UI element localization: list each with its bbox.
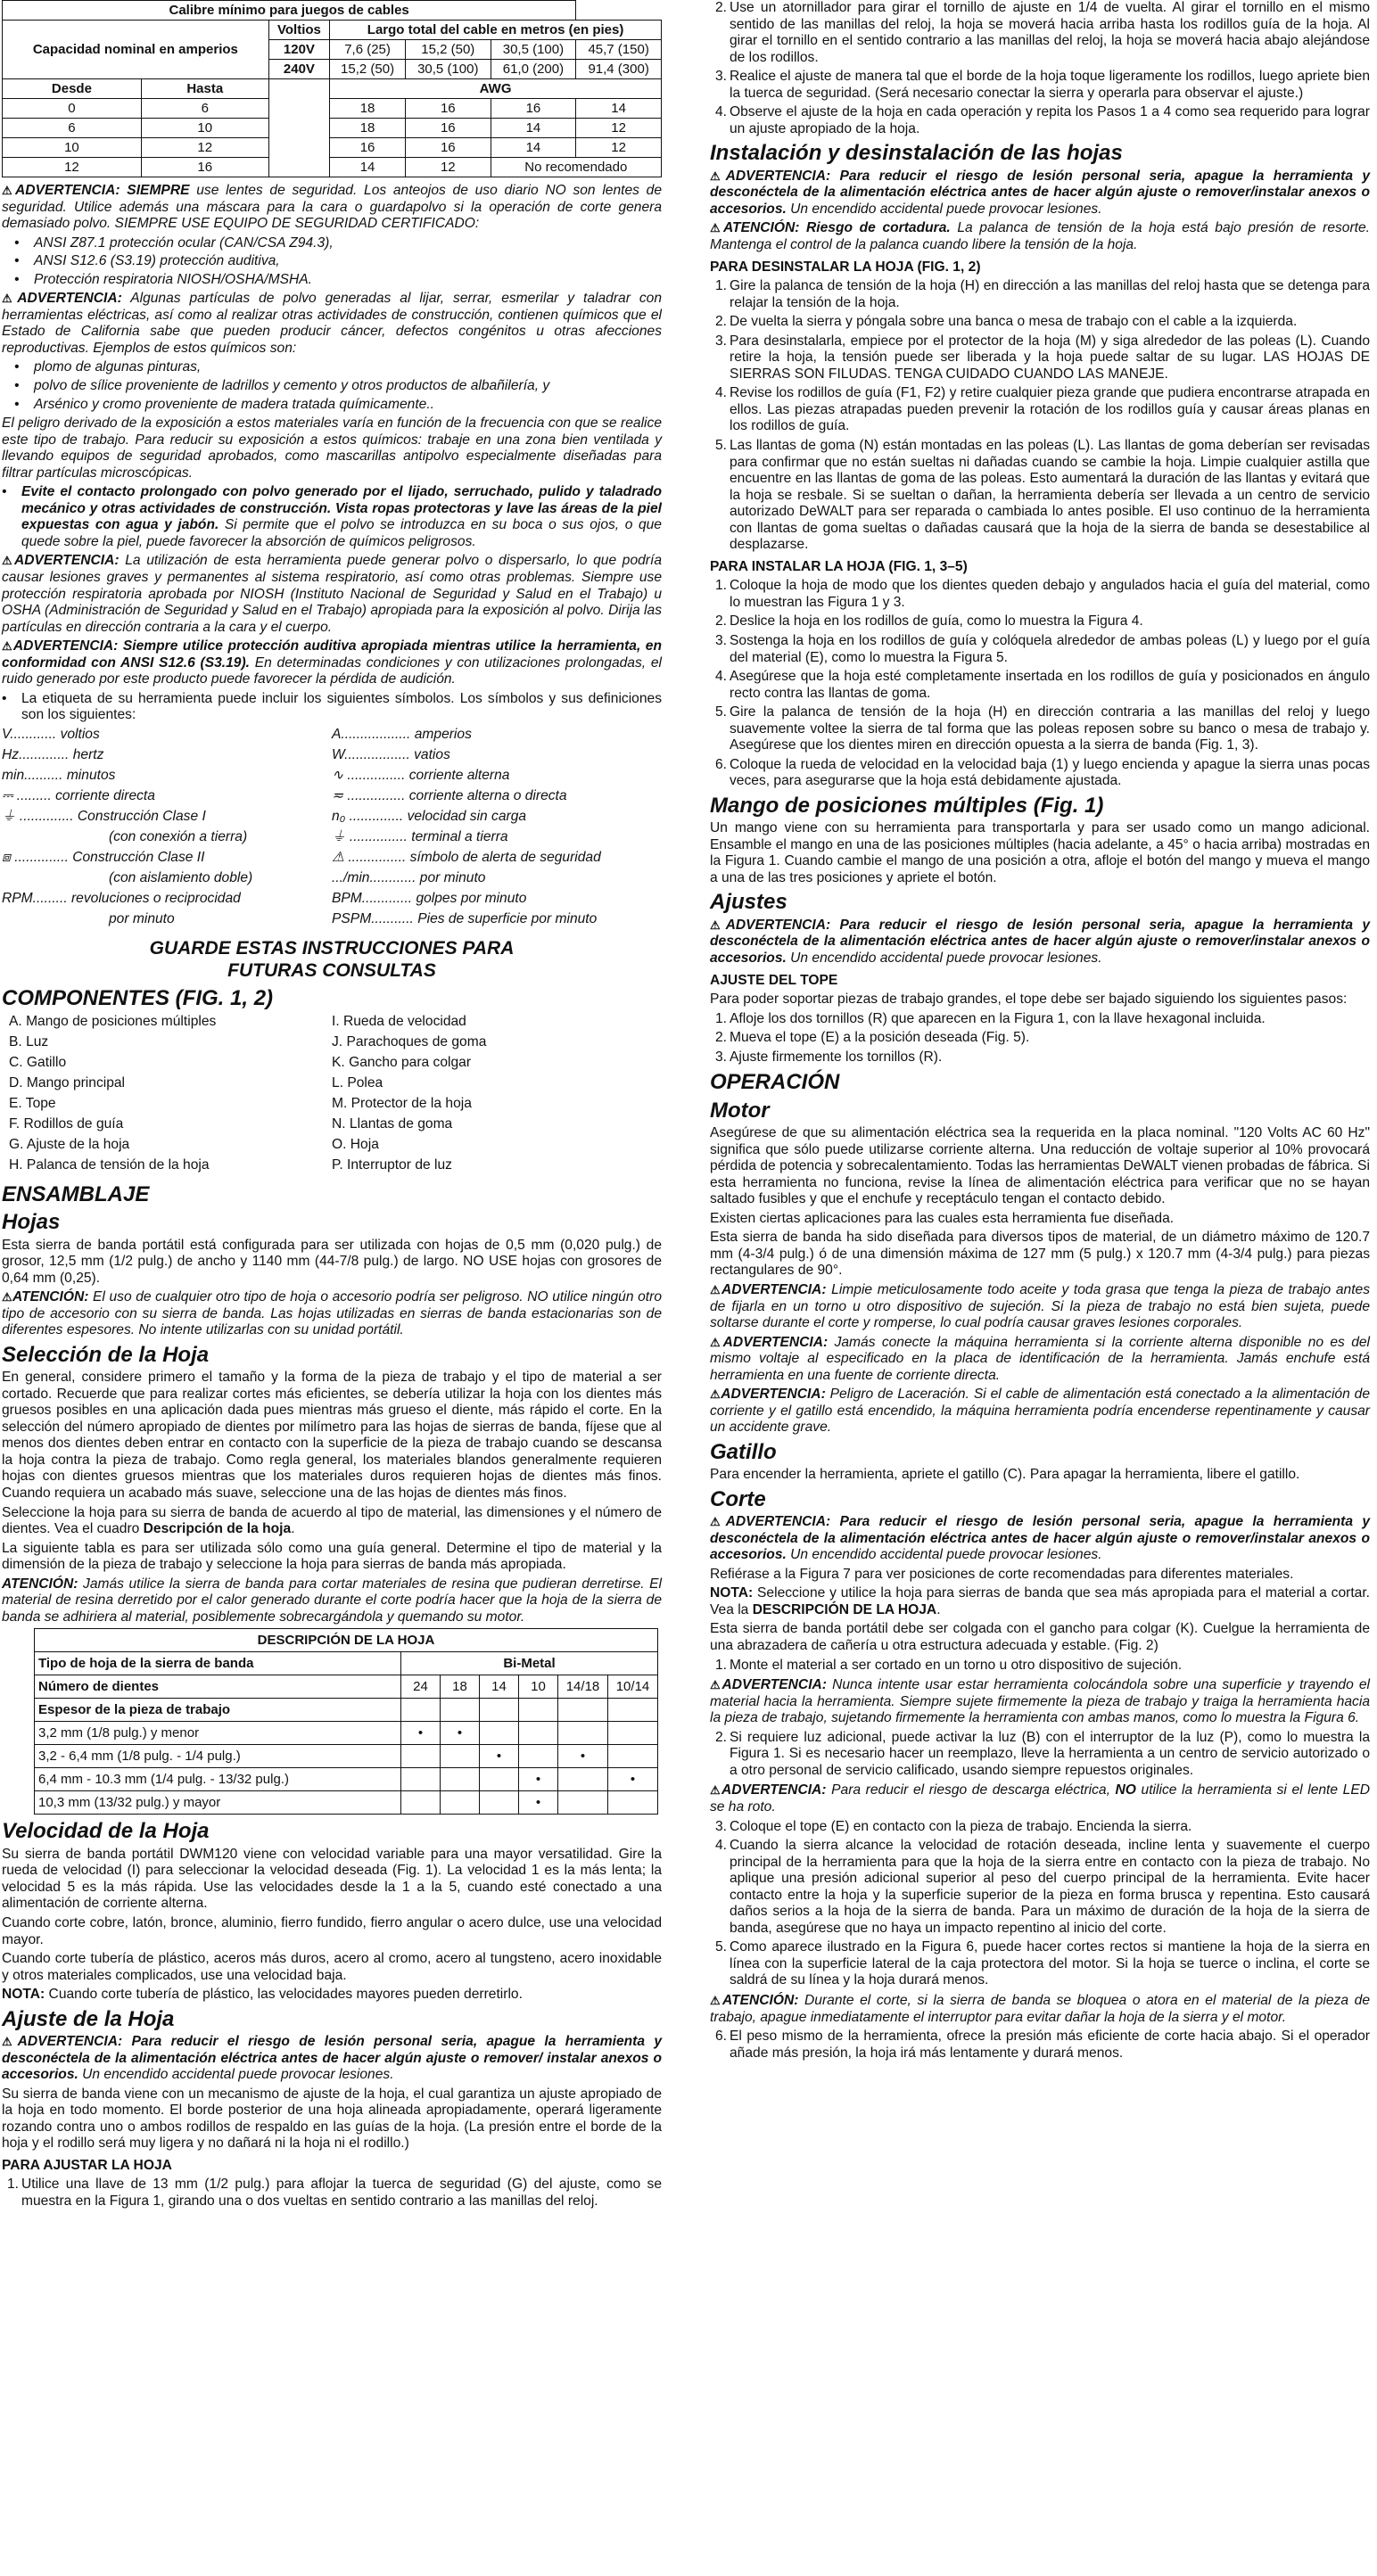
cell: 10 xyxy=(141,119,268,138)
cell: 18 xyxy=(330,119,406,138)
volts-240: 240V xyxy=(268,60,329,79)
symbol-row: (con aislamiento doble) xyxy=(109,869,253,885)
length-cell: 15,2 (50) xyxy=(405,40,491,60)
warning-text: Algunas partículas de polvo generadas al lijar, serrar, esmerilar y taladrar con herramientas eléctricas, así como al realizar otras actividades de construcción, contienen químicos que el Estado de California sabe que pueden producir cáncer, defectos congénitos u otras afecciones reproductivas. Ejemplos de estos químicos son: xyxy=(2,291,662,356)
table-row: 3,2 - 6,4 mm (1/8 pulg. - 1/4 pulg.) • • xyxy=(35,1745,658,1768)
cell: 16 xyxy=(491,99,576,119)
symbol-row: ⏚ ............... terminal a tierra xyxy=(332,828,508,844)
component-item: K. Gancho para colgar xyxy=(332,1054,472,1070)
speed-paragraph-3: Cuando corte tubería de plástico, aceros más duros, acero al cromo, acero al tungsteno, acero inoxidable y otros materiales complicados, use una velocidad baja. xyxy=(2,1951,662,1983)
list-item: • plomo de algunas pinturas, xyxy=(14,359,662,376)
table-row: 3,2 mm (1/8 pulg.) y menor • • xyxy=(35,1722,658,1745)
adjust-steps xyxy=(2,2177,662,2210)
speed-paragraph-2: Cuando corte cobre, latón, bronce, aluminio, fierro fundido, fierro angular o acero dulce, use una velocidad mayor. xyxy=(2,1914,662,1947)
cutting-steps xyxy=(710,1658,1370,1675)
table-row xyxy=(3,158,662,177)
teeth-cell: 14 xyxy=(480,1675,519,1699)
cell: 12 xyxy=(3,158,142,177)
cable-gauge-table xyxy=(2,0,662,177)
symbols-intro xyxy=(2,691,662,724)
thickness-label: 3,2 mm (1/8 pulg.) y menor xyxy=(35,1722,401,1745)
alert-icon: ⚠ xyxy=(710,169,726,183)
list-item: 1. Afloje los dos tornillos (R) que aparecen en la Figura 1, con la llave hexagonal incluida. xyxy=(715,1010,1266,1026)
adjust-blade-subheading: PARA AJUSTAR LA HOJA xyxy=(2,2157,172,2173)
cell: 12 xyxy=(405,158,491,177)
cutting-paragraph: Refiérase a la Figura 7 para ver posiciones de corte recomendadas para diferentes materiales. xyxy=(710,1566,1294,1582)
save-instructions-title xyxy=(2,937,662,982)
cutting-warning: ⚠ADVERTENCIA: Para reducir el riesgo de lesión personal seria, apague la herramienta y desconéctela de la alimentación eléctrica antes de hacer algún ajuste o remover/instalar anexos o accesorios. Un encendido accidental puede provocar lesiones. xyxy=(710,1514,1370,1563)
dust-contact-list xyxy=(2,484,662,550)
cutting-warning-3: ⚠ADVERTENCIA: Para reducir el riesgo de descarga eléctrica, NO utilice la herramienta si el lente LED se ha roto. xyxy=(710,1782,1371,1815)
component-item: O. Hoja xyxy=(332,1136,379,1152)
cell: 16 xyxy=(330,138,406,158)
component-item: F. Rodillos de guía xyxy=(9,1115,124,1132)
cell: 18 xyxy=(330,99,406,119)
table-row: 6,4 mm - 10.3 mm (1/4 pulg. - 13/32 pulg.) • • xyxy=(35,1768,658,1791)
warning-text: La utilización de esta herramienta puede generar polvo o dispersarlo, lo que podría causar lesiones graves y permanentes al sistema respiratorio, así como otras problemas. Siempre use protección respiratoria aprobada por NIOSH (Instituto Nacional de Seguridad y Salud en el Trabajo) u OSHA (Administración de Seguridad y Salud en el Trabajo) apropiada para la exposición al polvo. Dirija las partículas en dirección contraria a la cara y el cuerpo. xyxy=(2,553,662,635)
length-cell: 7,6 (25) xyxy=(330,40,406,60)
warning-lead: ADVERTENCIA: Para reducir el riesgo de lesión personal seria, apague la herramienta y desconéctela de la alimentación eléctrica antes de hacer algún ajuste o remover/instalar anexos o accesorios. xyxy=(710,168,1370,217)
symbol-row: n₀ .............. velocidad sin carga xyxy=(332,808,527,824)
symbol-row: .../min............ por minuto xyxy=(332,869,486,885)
shoe-steps xyxy=(710,1011,1370,1066)
list-item: 2. Mueva el tope (E) a la posición deseada (Fig. 5). xyxy=(715,1030,1030,1046)
selection-paragraph-3: La siguiente tabla es para ser utilizada sólo como una guía general. Determine el tipo de material y la dimensión de la pieza de trabajo y seleccione la hoja para sierras de banda más apropiada. xyxy=(2,1540,662,1573)
caution-text: Jamás utilice la sierra de banda para cortar materiales de resina que pudieran derretirse. El material de resina derretido por el calor generado durante el corte podría hacer que la hoja de la sierra de banda se adhiriera al material, posiblemente sobrecargándola y quemando su motor. xyxy=(2,1576,662,1625)
title-line: GUARDE ESTAS INSTRUCCIONES PARA xyxy=(149,937,515,959)
cutting-steps-4 xyxy=(710,2029,1370,2062)
warning-text: En determinadas condiciones y con utilizaciones prolongadas, el ruido generado por este producto puede favorecer la pérdida de audición. xyxy=(2,654,662,687)
alert-icon: ⚠ xyxy=(710,918,726,932)
cell: 6 xyxy=(3,119,142,138)
remove-steps xyxy=(710,278,1370,554)
shoe-adjust-subheading: AJUSTE DEL TOPE xyxy=(710,972,838,988)
alert-icon: ⚠ xyxy=(2,292,18,306)
component-item: G. Ajuste de la hoja xyxy=(9,1136,130,1152)
warning-text: use lentes de seguridad. Los anteojos de uso diario NO son lentes de seguridad. Utilice además una máscara para la cara o guardapolvo si la operación de corte genera demasiado polvo. SIEMPRE USE EQUIPO DE SEGURIDAD CERTIFICADO: xyxy=(2,183,662,232)
caution-text: El uso de cualquier otro tipo de hoja o accesorio podría ser peligroso. NO utilice ningún otro tipo de accesorio con su sierra de banda. Las hojas utilizadas en sierras de banda estacionarias son de diferentes espesores. No intente utilizarlas con su unidad portátil. xyxy=(2,1289,663,1338)
motor-paragraph-3: Esta sierra de banda ha sido diseñada para diversos tipos de material, de un diámetro máximo de 120.7 mm (4-3/4 pulg.) ó de una dimensión máxima de 127 mm (5 pulg.) x 120.7 mm (4-3/4 pulg.) para piezas rectangulares de 90°. xyxy=(710,1230,1370,1279)
symbol-row: ⚠ ............... símbolo de alerta de seguridad xyxy=(332,849,601,865)
symbol-row: ⎓ ......... corriente directa xyxy=(2,787,155,803)
symbol-row: PSPM........... Pies de superficie por minuto xyxy=(332,910,598,926)
motor-heading: Motor xyxy=(710,1098,770,1123)
awg-header: AWG xyxy=(330,79,662,99)
warning-text: Un encendido accidental puede provocar lesiones. xyxy=(78,2067,394,2083)
length-header: Largo total del cable en metros (en pies) xyxy=(330,21,662,40)
blank-cell xyxy=(268,79,329,177)
alert-icon: ⚠ xyxy=(710,1387,721,1402)
component-item: N. Llantas de goma xyxy=(332,1115,453,1132)
table-row xyxy=(3,119,662,138)
teeth-cell: 18 xyxy=(441,1675,480,1699)
speed-paragraph: Su sierra de banda portátil DWM120 viene con velocidad variable para una mayor versatilidad. Gire la rueda de velocidad (I) para seleccionar la velocidad deseada (Fig. 1). La velocidad 1 es la más lenta; la velocidad 5 es la más rápida. Use las velocidades desde la 1 a la 5, cuando esté conectado a una alimentación de corriente alterna. xyxy=(2,1846,662,1912)
thickness-label: 6,4 mm - 10.3 mm (1/4 pulg. - 13/32 pulg.) xyxy=(35,1768,401,1791)
alert-icon: ⚠ xyxy=(2,554,14,568)
alert-icon: ⚠ xyxy=(710,1282,721,1296)
blade-table-title: DESCRIPCIÓN DE LA HOJA xyxy=(35,1629,658,1652)
list-item: 2. Si requiere luz adicional, puede activar la luz (B) con el interruptor de la luz (P), como lo muestra la Figura 1. Si es necesario hacer un reemplazo, lleve la herramienta a un centro de servicio autorizado o a otro personal de servicio calificado, usando siempre repuestos originales. xyxy=(715,1729,1370,1778)
list-item: 4. Observe el ajuste de la hoja en cada operación y repita los Pasos 1 a 4 como sea requerido para lograr un ajuste apropiado de la hoja. xyxy=(715,104,1370,136)
symbol-row: (con conexión a tierra) xyxy=(109,828,248,844)
symbol-row: min.......... minutos xyxy=(2,767,116,783)
component-item: J. Parachoques de goma xyxy=(332,1033,487,1049)
desde-header: Desde xyxy=(3,79,142,99)
adjustments-warning xyxy=(710,918,1370,967)
blade-description-table xyxy=(34,1628,658,1815)
teeth-cell: 24 xyxy=(401,1675,441,1699)
blade-speed-heading: Velocidad de la Hoja xyxy=(2,1819,210,1844)
text: Si permite que el polvo se introduzca en su boca o sus ojos, o que quede sobre la piel, puede favorecer la absorción de químicos peligrosos. xyxy=(21,517,662,549)
install-caution xyxy=(710,220,1370,253)
cell: No recomendado xyxy=(491,158,661,177)
cell: 12 xyxy=(576,119,662,138)
bimetal-header: Bi-Metal xyxy=(401,1652,658,1675)
left-column xyxy=(2,0,662,2214)
alert-icon: ⚠ xyxy=(2,2035,18,2049)
caution-lead: ATENCIÓN: xyxy=(2,1576,78,1592)
symbol-row: A.................. amperios xyxy=(332,726,472,742)
alert-icon: ⚠ xyxy=(710,1515,726,1529)
teeth-cell: 10 xyxy=(519,1675,558,1699)
trigger-heading: Gatillo xyxy=(710,1439,777,1464)
blade-selection-heading: Selección de la Hoja xyxy=(2,1342,210,1367)
safety-equipment-list xyxy=(14,235,662,289)
teeth-cell: 10/14 xyxy=(608,1675,658,1699)
warning-chemicals xyxy=(2,291,662,357)
alert-icon: ⚠ xyxy=(710,221,723,235)
warning-lead: ADVERTENCIA: Siempre utilice protección auditiva apropiada mientras utilice la herramienta, en conformidad con ANSI S12.6 (S3.19). xyxy=(2,638,662,671)
cutting-paragraph-2: Esta sierra de banda portátil debe ser colgada con el gancho para colgar (K). Cuelgue la herramienta de una abrazadera de cañería u otra estructura adecuada y estable. (Fig. 2) xyxy=(710,1621,1370,1654)
remove-blade-subheading: PARA DESINSTALAR LA HOJA (FIG. 1, 2) xyxy=(710,259,981,275)
component-item: L. Polea xyxy=(332,1074,383,1090)
warning-lead: ADVERTENCIA: SIEMPRE xyxy=(15,183,190,198)
component-item: I. Rueda de velocidad xyxy=(332,1013,466,1029)
symbol-row: W................. vatios xyxy=(332,746,450,762)
length-cell: 30,5 (100) xyxy=(491,40,576,60)
cutting-heading: Corte xyxy=(710,1486,766,1511)
cell: 12 xyxy=(141,138,268,158)
title-line: FUTURAS CONSULTAS xyxy=(227,960,436,982)
table-row xyxy=(3,138,662,158)
symbol-row: BPM............. golpes por minuto xyxy=(332,890,527,906)
blades-paragraph: Esta sierra de banda portátil está configurada para ser utilizada con hojas de 0,5 mm (0,020 pulg.) de grosor, 12,5 mm (1/2 pulg.) de ancho y 1140 mm (44-7/8 pulg.) de largo. NO USE hojas con grosores de 0,64 mm (0,25). xyxy=(2,1237,662,1286)
list-item: 5. Como aparece ilustrado en la Figura 6, puede hacer cortes rectos si mantiene la hoja de la sierra en línea con la superficie lateral de la caja protectora del motor. Si la hoja se tuerce o inclina, el corte se saldrá de su línea y la hoja durará menos. xyxy=(715,1939,1370,1988)
list-item: 3. Sostenga la hoja en los rodillos de guía y colóquela alrededor de ambas poleas (L) y luego por el guía del material (E), como lo muestra la Figura 5. xyxy=(715,632,1370,665)
adjustment-paragraph: Su sierra de banda viene con un mecanismo de ajuste de la hoja, el cual garantiza un ajuste apropiado de la hoja en todo momento. El borde posterior de una hoja alineada apropiadamente, operará ligeramente rozando contra uno o ambos rodillos de respaldo en las guías de la hoja. (La presión entre el borde de la hoja y el rodillo será muy ligera y no dañará ni la hoja ni el rodillo.) xyxy=(2,2086,662,2152)
capacity-header: Capacidad nominal en amperios xyxy=(3,21,269,79)
cutting-steps-3 xyxy=(710,1819,1370,1989)
list-item: 1. Gire la palanca de tensión de la hoja (H) en dirección a las manillas del reloj hasta que se detenga para relajar la tensión de la hoja. xyxy=(715,278,1370,310)
install-warning xyxy=(710,169,1370,218)
cell: 16 xyxy=(405,99,491,119)
install-blade-subheading: PARA INSTALAR LA HOJA (FIG. 1, 3–5) xyxy=(710,558,968,574)
cell: 12 xyxy=(576,138,662,158)
cell: 10 xyxy=(3,138,142,158)
component-item: A. Mango de posiciones múltiples xyxy=(9,1013,217,1029)
symbol-row: ⧈ .............. Construcción Clase II xyxy=(2,849,205,865)
cell: 16 xyxy=(405,119,491,138)
motor-paragraph: Asegúrese de que su alimentación eléctrica sea la requerida en la placa nominal. "120 Volts AC 60 Hz" significa que sólo puede utilizarse corriente alterna. Una reducción de voltaje superior al 10% provocará pérdida de potencia y sobrecalentamiento. Todas las herramientas DeWALT vienen probadas de fábrica. Si esta herramienta no funciona, revise la línea de alimentación eléctrica para verificar que no se hayan saltado fusibles y que el enchufe y receptáculo tengan el contacto debido. xyxy=(710,1125,1370,1207)
install-steps xyxy=(710,578,1370,790)
warning-lead: ADVERTENCIA: Para reducir el riesgo de lesión personal seria, apague la herramienta y desconéctela de la alimentación eléctrica antes de hacer algún ajuste o remover/ instalar anexos o accesorios. xyxy=(2,2034,662,2083)
list-item: • Arsénico y cromo proveniente de madera tratada químicamente.. xyxy=(14,397,662,414)
symbol-row: ∿ ............... corriente alterna xyxy=(332,767,510,783)
assembly-heading: ENSAMBLAJE xyxy=(2,1181,150,1206)
component-item: H. Palanca de tensión de la hoja xyxy=(9,1156,210,1173)
caution-lead: ATENCIÓN: xyxy=(12,1289,89,1305)
warning-safety-glasses xyxy=(2,183,662,233)
warning-lead: ADVERTENCIA: Para reducir el riesgo de lesión personal seria, apague la herramienta y desconéctela de la alimentación eléctrica antes de hacer algún ajuste o remover/instalar anexos o accesorios. xyxy=(710,917,1370,966)
motor-warning-1: ⚠ADVERTENCIA: Limpie meticulosamente todo aceite y toda grasa que tenga la pieza de trabajo antes de fijarla en un torno u otro dispositivo de sujeción. Si la pieza de trabajo no está bien sujeta, puede soltarse durante el corte y romperse, lo cual podría causar graves lesiones corporales. xyxy=(710,1281,1370,1331)
component-item: E. Tope xyxy=(9,1095,56,1111)
thickness-header: Espesor de la pieza de trabajo xyxy=(35,1699,401,1722)
alert-icon: ⚠ xyxy=(710,1678,722,1692)
components-list xyxy=(2,1014,662,1178)
alert-icon: ⚠ xyxy=(710,1993,722,2007)
list-item: 3. Ajuste firmemente los tornillos (R). xyxy=(715,1049,943,1065)
cell: 6 xyxy=(141,99,268,119)
symbol-row: RPM......... revoluciones o reciprocidad xyxy=(2,890,241,906)
cutting-steps-2 xyxy=(710,1730,1370,1780)
alert-icon: ⚠ xyxy=(2,1290,12,1304)
alert-icon: ⚠ xyxy=(710,1335,723,1349)
thickness-label: 3,2 - 6,4 mm (1/8 pulg. - 1/4 pulg.) xyxy=(35,1745,401,1768)
list-item xyxy=(2,484,662,550)
cell: 14 xyxy=(576,99,662,119)
adjustment-warning xyxy=(2,2034,662,2084)
handle-paragraph: Un mango viene con su herramienta para transportarla y para ser usado como un mango adicional. Ensamble el mango en una de las posiciones múltiples (hacia adelante, a 45° o hacia arriba) mostradas en la Figura 1. Cuando cambie el mango de una posición a otra, afloje el botón del mango y mueva el mango a una de las tres posiciones y apriete el botón. xyxy=(710,820,1370,885)
symbol-row: por minuto xyxy=(109,910,175,926)
exposure-paragraph: El peligro derivado de la exposición a estos materiales varía en función de la frecuencia con que se realice este tipo de trabajo. Para reducir su exposición a estos químicos: trabaje en una zona bien ventilada y llevando equipos de seguridad aprobados, como mascarillas antipolvo especialmente diseñadas para filtrar partículas microscópicas. xyxy=(2,416,662,481)
bold-text: Evite el contacto prolongado con polvo generado por el lijado, serruchado, pulido y taladrado mecánico y otras actividades de construcción. Vista ropas protectoras y lave las áreas de la piel expuestas con agua y jabón. xyxy=(21,484,662,533)
list-item: 2. Use un atornillador para girar el tornillo de ajuste en 1/4 de vuelta. Al girar el tornillo en el mismo sentido de las manillas del reloj, la hoja se moverá hacia arriba hasta los rodillos guía de la hoja. Al girar el tornillo en el sentido contrario a las manillas del reloj, la hoja se moverá hacia abajo alejándose de los rodillos. xyxy=(715,0,1370,65)
list-item: 3. Para desinstalarla, empiece por el protector de la hoja (M) y siga alrededor de las poleas (L). Cuando retire la hoja, la tensión puede ser liberada y la hoja puede saltar de su lugar. LAS HOJAS DE SIERRAS SON FILUDAS. TENGA CUIDADO CUANDO LAS MANEJE. xyxy=(715,333,1370,382)
selection-paragraph: En general, considere primero el tamaño y la forma de la pieza de trabajo y el tipo de material a ser cortado. Recuerde que para realizar cortes más eficientes, se debería utilizar la hoja con los dientes más gruesos posibles en una aplicación dada pues mientras más grueso el diente, más rápido el corte. En la selección del número apropiado de dientes por milímetro para las hojas de sierras de banda, fíjese que al menos dos dientes deben entrar en contacto con la superficie de la pieza de trabajo cuando se descansa la hoja contra la pieza de trabajo. Como regla general, los materiales blandos generalmente requieren hojas con dientes gruesos mientras que los materiales duros requieren hojas de dientes más finos. Cuando requiera un acabado más suave, seleccione una de las hojas de dientes más finos. xyxy=(2,1370,662,1501)
table-row: 10,3 mm (13/32 pulg.) y mayor • xyxy=(35,1791,658,1815)
list-item: 5. Las llantas de goma (N) están montadas en las poleas (L). Las llantas de goma deberían ser revisadas para confirmar que no están sueltas ni dañadas cuando se cambie la hoja. Limpie cualquier astilla que encuentre en las llantas de goma de las poleas. Esto aumentará la duración de las llantas y evitará que la hoja se resbale. Si se sueltan o dañan, la herramienta debería ser llevada a un centro de servicio autorizado DeWALT para ser reparada o cambiada lo antes posible. El uso continuo de la herramienta con llantas de goma sueltas o dañadas causará que la hoja de la sierra de banda se desestabilice al desplazarse. xyxy=(715,437,1370,553)
alert-icon: ⚠ xyxy=(710,1783,721,1798)
list-item: 3. Realice el ajuste de manera tal que el borde de la hoja toque ligeramente los rodillos, luego apriete bien la tuerca de seguridad. (Será necesario conectar la sierra y operarla para observar el ajuste.) xyxy=(715,69,1370,101)
caution-lead: ATENCIÓN: Riesgo de cortadura. xyxy=(722,220,951,236)
length-cell: 45,7 (150) xyxy=(576,40,662,60)
list-item: • Protección respiratoria NIOSH/OSHA/MSHA. xyxy=(14,272,662,289)
adjust-steps-continued xyxy=(710,0,1370,137)
list-item: 1. Coloque la hoja de modo que los dientes queden debajo y angulados hacia el guía del material, como lo muestran las Figura 1 y 3. xyxy=(715,578,1370,610)
volts-header: Voltios xyxy=(268,21,329,40)
list-item: 2. De vuelta la sierra y póngala sobre una banca o mesa de trabajo con el cable a la izquierda. xyxy=(715,314,1298,330)
blade-adjustment-heading: Ajuste de la Hoja xyxy=(2,2006,175,2031)
cell: 14 xyxy=(330,158,406,177)
list-item: • polvo de sílice proveniente de ladrillos y cemento y otros productos de albañilería, y xyxy=(14,378,662,395)
list-item: 4. Cuando la sierra alcance la velocidad de rotación deseada, incline lenta y suavemente el cuerpo principal de la herramienta para que la hoja de la sierra entre en contacto con la pieza de trabajo. No aplique una presión adicional superior al peso del cuerpo principal de la herramienta. Evite hacer contacto entre la hoja y la superficie superior de la pieza en forma brusca y repentina. Esto causará daños serios a la hoja de la sierra de banda. Para un máximo de duración de la hoja de la sierra de banda, asegúrese que no haya un impacto repentino al inicio del corte. xyxy=(715,1838,1370,1936)
list-item: 2. Deslice la hoja en los rodillos de guía, como lo muestra la Figura 4. xyxy=(715,613,1143,630)
warning-lead: ADVERTENCIA: xyxy=(13,553,120,569)
shoe-paragraph: Para poder soportar piezas de trabajo grandes, el tope debe ser bajado siguiendo los siguientes pasos: xyxy=(710,992,1348,1008)
components-heading: COMPONENTES (FIG. 1, 2) xyxy=(2,986,274,1011)
alert-icon: ⚠ xyxy=(2,639,13,654)
install-remove-heading: Instalación y desinstalación de las hojas xyxy=(710,141,1123,166)
motor-paragraph-2: Existen ciertas aplicaciones para las cuales esta herramienta fue diseñada. xyxy=(710,1210,1175,1226)
list-item: • ANSI Z87.1 protección ocular (CAN/CSA Z94.3), xyxy=(14,235,662,252)
warning-text: Un encendido accidental puede provocar lesiones. xyxy=(786,201,1102,217)
list-item: 6. Coloque la rueda de velocidad en la velocidad baja (1) y luego encienda y apague la sierra unas pocas veces, para asegurarse que la hoja está debidamente ajustada. xyxy=(715,756,1370,789)
list-item: 1. Monte el material a ser cortado en un torno u otro dispositivo de sujeción. xyxy=(715,1657,1183,1673)
length-cell: 15,2 (50) xyxy=(330,60,406,79)
symbol-row: V............ voltios xyxy=(2,726,100,742)
warning-hearing xyxy=(2,638,662,688)
chemicals-list xyxy=(14,359,662,413)
cell: 16 xyxy=(141,158,268,177)
motor-warning-3: ⚠ADVERTENCIA: Peligro de Laceración. Si el cable de alimentación está conectado a la alimentación de corriente y el gatillo está encendido, la máquina herramienta podría encenderse repentinamente y causar un accidente grave. xyxy=(710,1387,1371,1436)
list-item: 5. Gire la palanca de tensión de la hoja (H) en dirección contraria a las manillas del reloj y luego suavemente voltee la sierra de tal forma que las poleas reposen sobre su banco o mesa de trabajo y. Asegúrese que los dientes miren en dirección opuesta a la sierra de banda (Fig. 1, 3). xyxy=(715,704,1370,753)
symbols-grid xyxy=(2,727,662,932)
cable-table-title: Calibre mínimo para juegos de cables xyxy=(3,1,576,21)
caution-text: La palanca de tensión de la hoja está bajo presión de resorte. Mantenga el control de la palanca cuando libere la tensión de la hoja. xyxy=(710,220,1370,252)
list-item: 1. Utilice una llave de 13 mm (1/2 pulg.) para aflojar la tuerca de seguridad (G) del ajuste, como se muestra en la Figura 1, girando una o dos vueltas en sentido contrario a las manillas del reloj. xyxy=(7,2177,662,2209)
volts-120: 120V xyxy=(268,40,329,60)
length-cell: 30,5 (100) xyxy=(405,60,491,79)
hasta-header: Hasta xyxy=(141,79,268,99)
list-item: 4. Asegúrese que la hoja esté completamente insertada en los rodillos de guía y posicionados en ángulo recto contra las llantas de goma. xyxy=(715,669,1370,701)
cutting-warning-2: ⚠ADVERTENCIA: Nunca intente usar estar herramienta colocándola sobre una superficie y trayendo el material hacia la herramienta. Siempre sujete firmemente la pieza de trabajo y traiga la herramienta hacia la pieza de trabajo, sujetando firmemente la herramienta con ambas manos, como lo muestra la Figura 6. xyxy=(710,1677,1370,1726)
blade-type-header: Tipo de hoja de la sierra de banda xyxy=(35,1652,401,1675)
cell: 0 xyxy=(3,99,142,119)
adjustments-heading: Ajustes xyxy=(710,890,787,915)
list-item: 6. El peso mismo de la herramienta, ofrece la presión más eficiente de corte hacia abajo. Si el operador añade más presión, la hoja irá más lentamente y durará menos. xyxy=(715,2029,1370,2061)
motor-warning-2: ⚠ADVERTENCIA: Jamás conecte la máquina herramienta si la corriente alterna disponible no es del mismo voltaje al especificado en la placa de identificación de la herramienta. Jamás enchufe está herramienta en una fuente de corriente directa. xyxy=(710,1334,1371,1383)
warning-respiratory xyxy=(2,553,662,636)
speed-note: NOTA: Cuando corte tubería de plástico, las velocidades mayores pueden derretirlo. xyxy=(2,1987,523,2003)
cell: 14 xyxy=(491,138,576,158)
component-item: B. Luz xyxy=(9,1033,49,1049)
cell: 14 xyxy=(491,119,576,138)
alert-icon: ⚠ xyxy=(2,184,16,197)
right-column xyxy=(710,0,1370,2065)
symbol-row: ≂ ............... corriente alterna o directa xyxy=(332,787,567,803)
cutting-caution: ⚠ATENCIÓN: Durante el corte, si la sierra de banda se bloquea o atora en el material de la pieza de trabajo, apague inmediatamente el interruptor para evitar dañar la hoja de la sierra y el motor. xyxy=(710,1992,1370,2025)
list-item: • La etiqueta de su herramienta puede incluir los siguientes símbolos. Los símbolos y sus definiciones son los siguientes: xyxy=(2,691,662,724)
thickness-label: 10,3 mm (13/32 pulg.) y mayor xyxy=(35,1791,401,1815)
trigger-paragraph: Para encender la herramienta, apriete el gatillo (C). Para apagar la herramienta, libere el gatillo. xyxy=(710,1467,1300,1483)
length-cell: 91,4 (300) xyxy=(576,60,662,79)
component-item: C. Gatillo xyxy=(9,1054,67,1070)
length-cell: 61,0 (200) xyxy=(491,60,576,79)
symbol-row: Hz............. hertz xyxy=(2,746,104,762)
selection-paragraph-2: Seleccione la hoja para su sierra de banda de acuerdo al tipo de material, las dimensiones y el número de dientes. Vea el cuadro Descripción de la hoja. xyxy=(2,1504,662,1537)
component-item: D. Mango principal xyxy=(9,1074,126,1090)
symbol-row: ⏚ .............. Construcción Clase I xyxy=(2,808,206,824)
teeth-cell: 14/18 xyxy=(558,1675,608,1699)
list-item: 3. Coloque el tope (E) en contacto con la pieza de trabajo. Encienda la sierra. xyxy=(715,1818,1192,1834)
operation-heading: OPERACIÓN xyxy=(710,1070,840,1095)
table-row xyxy=(3,99,662,119)
blades-caution xyxy=(2,1289,662,1339)
warning-lead: ADVERTENCIA: xyxy=(17,291,122,307)
warning-text: Un encendido accidental puede provocar lesiones. xyxy=(786,950,1102,966)
component-item: P. Interruptor de luz xyxy=(332,1156,452,1173)
blades-heading: Hojas xyxy=(2,1210,61,1235)
cutting-note: NOTA: Seleccione y utilice la hoja para sierras de banda que sea más apropiada para el material a cortar. Vea la DESCRIPCIÓN DE LA HOJA. xyxy=(710,1585,1370,1617)
list-item: 4. Revise los rodillos de guía (F1, F2) y retire cualquier pieza grande que pudiera encontrarse atrapada en ellos. Las piezas atrapadas pueden prevenir la rotación de los rodillos guía y causar áreas planas en los rodillos de guía. xyxy=(715,385,1370,434)
selection-caution xyxy=(2,1576,662,1626)
handle-heading: Mango de posiciones múltiples (Fig. 1) xyxy=(710,793,1104,818)
cell: 16 xyxy=(405,138,491,158)
component-item: M. Protector de la hoja xyxy=(332,1095,472,1111)
teeth-header: Número de dientes xyxy=(35,1675,401,1699)
list-item: • ANSI S12.6 (S3.19) protección auditiva, xyxy=(14,253,662,270)
